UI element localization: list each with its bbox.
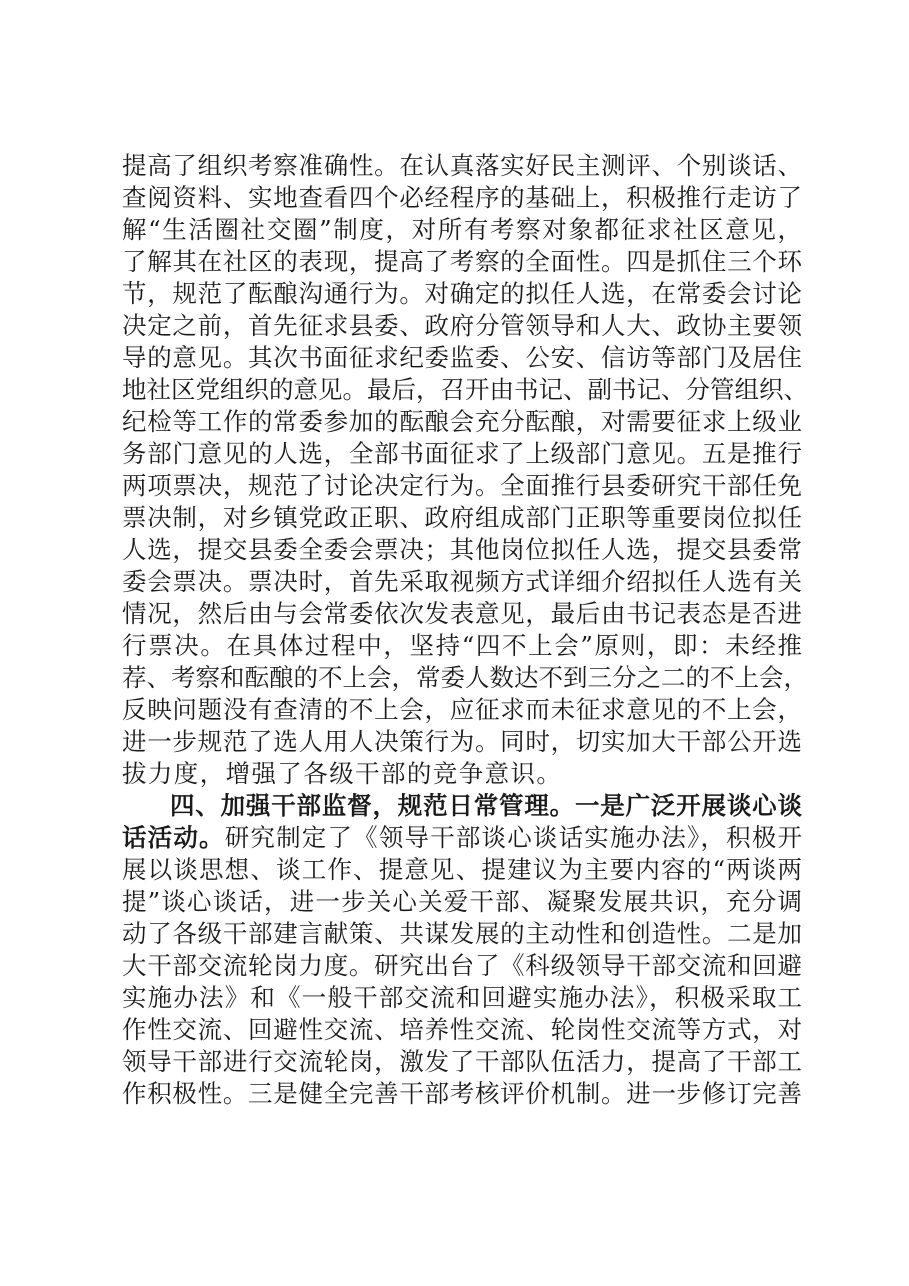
paragraph-line: 两项票决，规范了讨论决定行为。全面推行县委研究干部任免 <box>122 471 802 500</box>
paragraph-line: 人选，提交县委全委会票决；其他岗位拟任人选，提交县委常 <box>122 535 802 564</box>
paragraph-line: 节，规范了酝酿沟通行为。对确定的拟任人选，在常委会讨论 <box>122 279 802 308</box>
paragraph-line: 查阅资料、实地查看四个必经程序的基础上，积极推行走访了 <box>122 183 802 212</box>
paragraph-line: 作积极性。三是健全完善干部考核评价机制。进一步修订完善 <box>122 1079 802 1108</box>
paragraph-line: 纪检等工作的常委参加的酝酿会充分酝酿，对需要征求上级业 <box>122 407 802 436</box>
paragraph-line: 地社区党组织的意见。最后，召开由书记、副书记、分管组织、 <box>122 375 808 404</box>
paragraph-line: 决定之前，首先征求县委、政府分管领导和人大、政协主要领 <box>122 311 802 340</box>
body-text-span: 研究制定了《领导干部谈心谈话实施办法》，积极开 <box>224 823 803 852</box>
paragraph-line: 反映问题没有查清的不上会，应征求而未征求意见的不上会， <box>122 695 802 724</box>
paragraph-line: 大干部交流轮岗力度。研究出台了《科级领导干部交流和回避 <box>122 951 802 980</box>
paragraph-line: 导的意见。其次书面征求纪委监委、公安、信访等部门及居住 <box>122 343 802 372</box>
body-text <box>122 150 808 1110</box>
paragraph-line: 领导干部进行交流轮岗，激发了干部队伍活力，提高了干部工 <box>122 1047 802 1076</box>
paragraph-line: 作性交流、回避性交流、培养性交流、轮岗性交流等方式，对 <box>122 1015 802 1044</box>
paragraph-line: 提”谈心谈话，进一步关心关爱干部、凝聚发展共识，充分调 <box>122 887 802 916</box>
paragraph-line: 进一步规范了选人用人决策行为。同时，切实加大干部公开选 <box>122 727 802 756</box>
paragraph-line: 荐、考察和酝酿的不上会，常委人数达不到三分之二的不上会， <box>122 663 808 692</box>
paragraph-line: 行票决。在具体过程中，坚持“四不上会”原则，即：未经推 <box>122 631 802 660</box>
paragraph-line: 了解其在社区的表现，提高了考察的全面性。四是抓住三个环 <box>122 247 802 276</box>
paragraph-line: 拔力度，增强了各级干部的竞争意识。 <box>122 759 563 788</box>
paragraph-line: 票决制，对乡镇党政正职、政府组成部门正职等重要岗位拟任 <box>122 503 802 532</box>
paragraph-line: 提高了组织考察准确性。在认真落实好民主测评、个别谈话、 <box>122 151 802 180</box>
section-heading: 四、加强干部监督，规范日常管理。一是广泛开展谈心谈 <box>170 791 802 820</box>
paragraph-line: 实施办法》和《一般干部交流和回避实施办法》，积极采取工 <box>122 983 802 1012</box>
paragraph-line: 解“生活圈社交圈”制度，对所有考察对象都征求社区意见， <box>122 215 802 244</box>
paragraph-line: 务部门意见的人选，全部书面征求了上级部门意见。五是推行 <box>122 439 802 468</box>
subheading-text: 话活动。 <box>122 823 225 852</box>
paragraph-line: 情况，然后由与会常委依次发表意见，最后由书记表态是否进 <box>122 599 802 628</box>
paragraph-line: 委会票决。票决时，首先采取视频方式详细介绍拟任人选有关 <box>122 567 802 596</box>
paragraph-line: 展以谈思想、谈工作、提意见、提建议为主要内容的“两谈两 <box>122 855 802 884</box>
paragraph-line: 动了各级干部建言献策、共谋发展的主动性和创造性。二是加 <box>122 919 802 948</box>
paragraph-line <box>122 822 802 854</box>
